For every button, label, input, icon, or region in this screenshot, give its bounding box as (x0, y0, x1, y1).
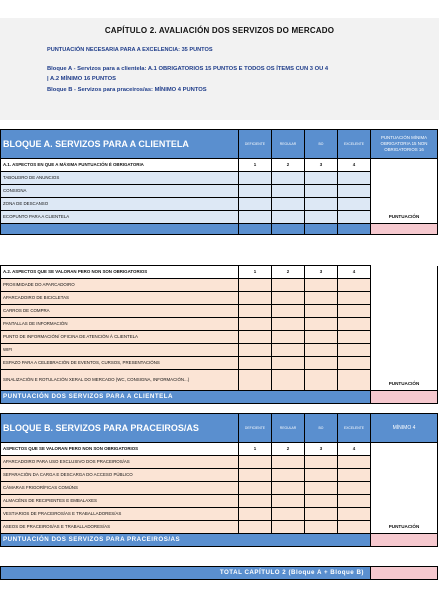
rating-cell[interactable] (338, 344, 371, 357)
table-row (1, 508, 438, 521)
a1-score-input[interactable] (371, 224, 438, 235)
rating-cell[interactable] (272, 185, 305, 198)
rating-cell[interactable] (338, 211, 371, 224)
chapter-header (0, 18, 439, 120)
rating-cell[interactable] (338, 521, 371, 534)
block-a-requirement: Bloque A - Servizos para a clientela: A.1 OBRIGATORIOS 15 PUNTOS E TODOS OS ÍTEMS CUN 3 OU 4 (47, 66, 329, 72)
rating-cell[interactable] (338, 185, 371, 198)
rating-cell[interactable] (305, 495, 338, 508)
rating-cell[interactable] (305, 521, 338, 534)
item-label: APARCADOIRO DE BICICLETAS (1, 292, 239, 305)
rating-cell[interactable] (338, 292, 371, 305)
table-row (1, 292, 438, 305)
rating-number: 3 (305, 159, 338, 172)
rating-cell[interactable] (272, 344, 305, 357)
rating-cell[interactable] (338, 495, 371, 508)
rating-header-4: EXCELENTE (338, 130, 371, 159)
block-a-total-label: PUNTUACIÓN DOS SERVIZOS PARA A CLIENTELA (1, 391, 371, 404)
rating-cell[interactable] (272, 318, 305, 331)
rating-cell[interactable] (305, 508, 338, 521)
item-label: ECOPUNTO PARA A CLIENTELA (1, 211, 239, 224)
rating-cell[interactable] (305, 211, 338, 224)
rating-cell[interactable] (239, 370, 272, 391)
rating-number: 3 (305, 266, 338, 279)
rating-cell[interactable] (305, 482, 338, 495)
rating-cell[interactable] (239, 185, 272, 198)
table-row (1, 331, 438, 344)
rating-number: 4 (338, 266, 371, 279)
item-label: CÁMARAS FRIGORÍFICAS COMÚNS (1, 482, 239, 495)
table-row (1, 318, 438, 331)
table-row (1, 211, 438, 224)
block-b-score-header: MÍNIMO 4 (371, 414, 438, 443)
rating-cell[interactable] (338, 508, 371, 521)
rating-cell[interactable] (239, 357, 272, 370)
table-row (1, 305, 438, 318)
rating-cell[interactable] (338, 198, 371, 211)
rating-cell[interactable] (239, 279, 272, 292)
rating-cell[interactable] (239, 198, 272, 211)
item-label: CARROS DE COMPRA (1, 305, 239, 318)
block-b-requirement: Bloque B - Servizos para praceiros/as: MÍNIMO 4 PUNTOS (47, 87, 207, 93)
item-label: SEPARACIÓN DA CARGA E DESCARGA DO ACCESO PÚBLICO (1, 469, 239, 482)
rating-cell[interactable] (305, 185, 338, 198)
rating-cell[interactable] (338, 172, 371, 185)
rating-cell[interactable] (239, 469, 272, 482)
item-label: ALMACÉNS DE RECIPIENTES E EMBALAXES (1, 495, 239, 508)
rating-cell[interactable] (239, 172, 272, 185)
table-row (1, 279, 438, 292)
rating-cell[interactable] (305, 292, 338, 305)
rating-header-2: REGULAR (272, 414, 305, 443)
rating-cell[interactable] (272, 482, 305, 495)
rating-cell[interactable] (338, 357, 371, 370)
table-row (1, 456, 438, 469)
rating-cell[interactable] (272, 508, 305, 521)
rating-cell[interactable] (239, 482, 272, 495)
excellence-score-note: PUNTUACIÓN NECESARIA PARA A EXCELENCIA: 35 PUNTOS (47, 47, 213, 53)
rating-cell[interactable] (338, 305, 371, 318)
rating-cell[interactable] (305, 305, 338, 318)
rating-cell[interactable] (272, 198, 305, 211)
block-b-title: BLOQUE B. SERVIZOS PARA PRACEIROS/AS (1, 414, 239, 443)
rating-number: 4 (338, 159, 371, 172)
rating-cell[interactable] (305, 198, 338, 211)
rating-cell[interactable] (239, 331, 272, 344)
block-a2-requirement: | A.2 MÍNIMO 16 PUNTOS (47, 76, 116, 82)
grand-total-input[interactable] (371, 567, 438, 580)
rating-cell[interactable] (239, 344, 272, 357)
item-label: VESTIARIOS DE PRACEIROS/AS E TRABALLADORES/AS (1, 508, 239, 521)
table-row (1, 344, 438, 357)
rating-cell[interactable] (239, 318, 272, 331)
item-label: APARCADOIRO PARA USO EXCLUSIVO DOS PRACEIROS/AS (1, 456, 239, 469)
rating-number: 2 (272, 443, 305, 456)
block-a-score-input[interactable] (371, 391, 438, 404)
rating-cell[interactable] (239, 211, 272, 224)
item-label: ASEOS DE PRACEIROS/AS E TRABALLADORES/AS (1, 521, 239, 534)
rating-header-4: EXCELENTE (338, 414, 371, 443)
rating-cell[interactable] (305, 456, 338, 469)
rating-cell[interactable] (272, 495, 305, 508)
rating-number: 4 (338, 443, 371, 456)
rating-cell[interactable] (338, 318, 371, 331)
rating-header-3: BO (305, 130, 338, 159)
rating-cell[interactable] (338, 331, 371, 344)
b-section-title: ASPECTOS QUE SE VALORAN PERO NON SON OBRIGATORIOS (1, 443, 239, 456)
item-label: PUNTO DE INFORMACIÓN/ OFICINA DE ATENCIÓN Á CLIENTELA (1, 331, 239, 344)
rating-cell[interactable] (272, 370, 305, 391)
item-label: SINALIZACIÓN E ROTULACIÓN XERAL DO MERCADO (WC, CONSIGNA, INFORMACIÓN...) (1, 370, 239, 391)
chapter-title: CAPÍTULO 2. AVALIACIÓN DOS SERVIZOS DO MERCADO (104, 26, 335, 35)
rating-number: 1 (239, 266, 272, 279)
item-label: PANTALLAS DE INFORMACIÓN (1, 318, 239, 331)
table-row (1, 185, 438, 198)
rating-cell[interactable] (305, 172, 338, 185)
rating-cell[interactable] (305, 469, 338, 482)
rating-number: 2 (272, 266, 305, 279)
block-a-title: BLOQUE A. SERVIZOS PARA A CLIENTELA (1, 130, 239, 159)
rating-cell[interactable] (305, 331, 338, 344)
table-row (1, 482, 438, 495)
rating-cell[interactable] (338, 370, 371, 391)
table-row (1, 521, 438, 534)
table-row (1, 469, 438, 482)
rating-number: 1 (239, 443, 272, 456)
block-a2-table (0, 265, 438, 404)
block-b-table (0, 413, 438, 547)
block-a-score-header: PUNTUACIÓN MÍNIMA OBRIGATORIA 15 NON OBRIGATORIOS 16 (371, 130, 438, 159)
rating-cell[interactable] (239, 292, 272, 305)
table-row (1, 198, 438, 211)
rating-cell[interactable] (338, 482, 371, 495)
rating-cell[interactable] (305, 357, 338, 370)
rating-number: 3 (305, 443, 338, 456)
rating-cell[interactable] (338, 279, 371, 292)
block-b-score-input[interactable] (371, 534, 438, 547)
rating-cell[interactable] (272, 172, 305, 185)
table-row (1, 370, 438, 391)
rating-cell[interactable] (338, 456, 371, 469)
grand-total-label: TOTAL CAPÍTULO 2 (Bloque A + Bloque B) (1, 567, 371, 580)
item-label: WIFI (1, 344, 239, 357)
table-row (1, 172, 438, 185)
rating-cell[interactable] (305, 370, 338, 391)
rating-cell[interactable] (239, 508, 272, 521)
rating-cell[interactable] (272, 279, 305, 292)
item-label: CONSIGNA (1, 185, 239, 198)
rating-cell[interactable] (272, 211, 305, 224)
item-label: PROXIMIDADE DO APARCADOIRO (1, 279, 239, 292)
rating-cell[interactable] (305, 318, 338, 331)
rating-cell[interactable] (272, 305, 305, 318)
rating-cell[interactable] (305, 344, 338, 357)
item-label: ZONA DE DESCANSO (1, 198, 239, 211)
rating-cell[interactable] (239, 495, 272, 508)
rating-cell[interactable] (338, 469, 371, 482)
rating-cell[interactable] (239, 456, 272, 469)
rating-cell[interactable] (305, 279, 338, 292)
rating-cell[interactable] (239, 521, 272, 534)
rating-cell[interactable] (272, 292, 305, 305)
rating-number: 2 (272, 159, 305, 172)
rating-cell[interactable] (272, 331, 305, 344)
rating-header-3: BO (305, 414, 338, 443)
grand-total-table (0, 566, 438, 580)
table-row (1, 495, 438, 508)
block-a1-table (0, 129, 438, 235)
a2-section-title: A.2. ASPECTOS QUE SE VALORAN PERO NON SON OBRIGATORIOS (1, 266, 239, 279)
item-label: TABOLEIRO DE ANUNCIOS (1, 172, 239, 185)
rating-cell[interactable] (272, 521, 305, 534)
rating-cell[interactable] (272, 456, 305, 469)
rating-header-1: DEFICIENTE (239, 130, 272, 159)
score-label: PUNTUACIÓN (371, 211, 438, 224)
rating-cell[interactable] (272, 469, 305, 482)
rating-number: 1 (239, 159, 272, 172)
item-label: ESPAZO PARA A CELEBRACIÓN DE EVENTOS, CURSOS, PRESENTACIÓNS (1, 357, 239, 370)
table-row (1, 357, 438, 370)
rating-header-1: DEFICIENTE (239, 414, 272, 443)
score-label: PUNTUACIÓN (371, 521, 438, 534)
a1-section-title: A.1. ASPECTOS EN QUE A MÁXIMA PUNTUACIÓN É OBRIGATORIA (1, 159, 239, 172)
rating-cell[interactable] (272, 357, 305, 370)
score-label: PUNTUACIÓN (371, 370, 438, 391)
rating-cell[interactable] (239, 305, 272, 318)
rating-header-2: REGULAR (272, 130, 305, 159)
block-b-total-label: PUNTUACIÓN DOS SERVIZOS PARA PRACEIROS/AS (1, 534, 371, 547)
